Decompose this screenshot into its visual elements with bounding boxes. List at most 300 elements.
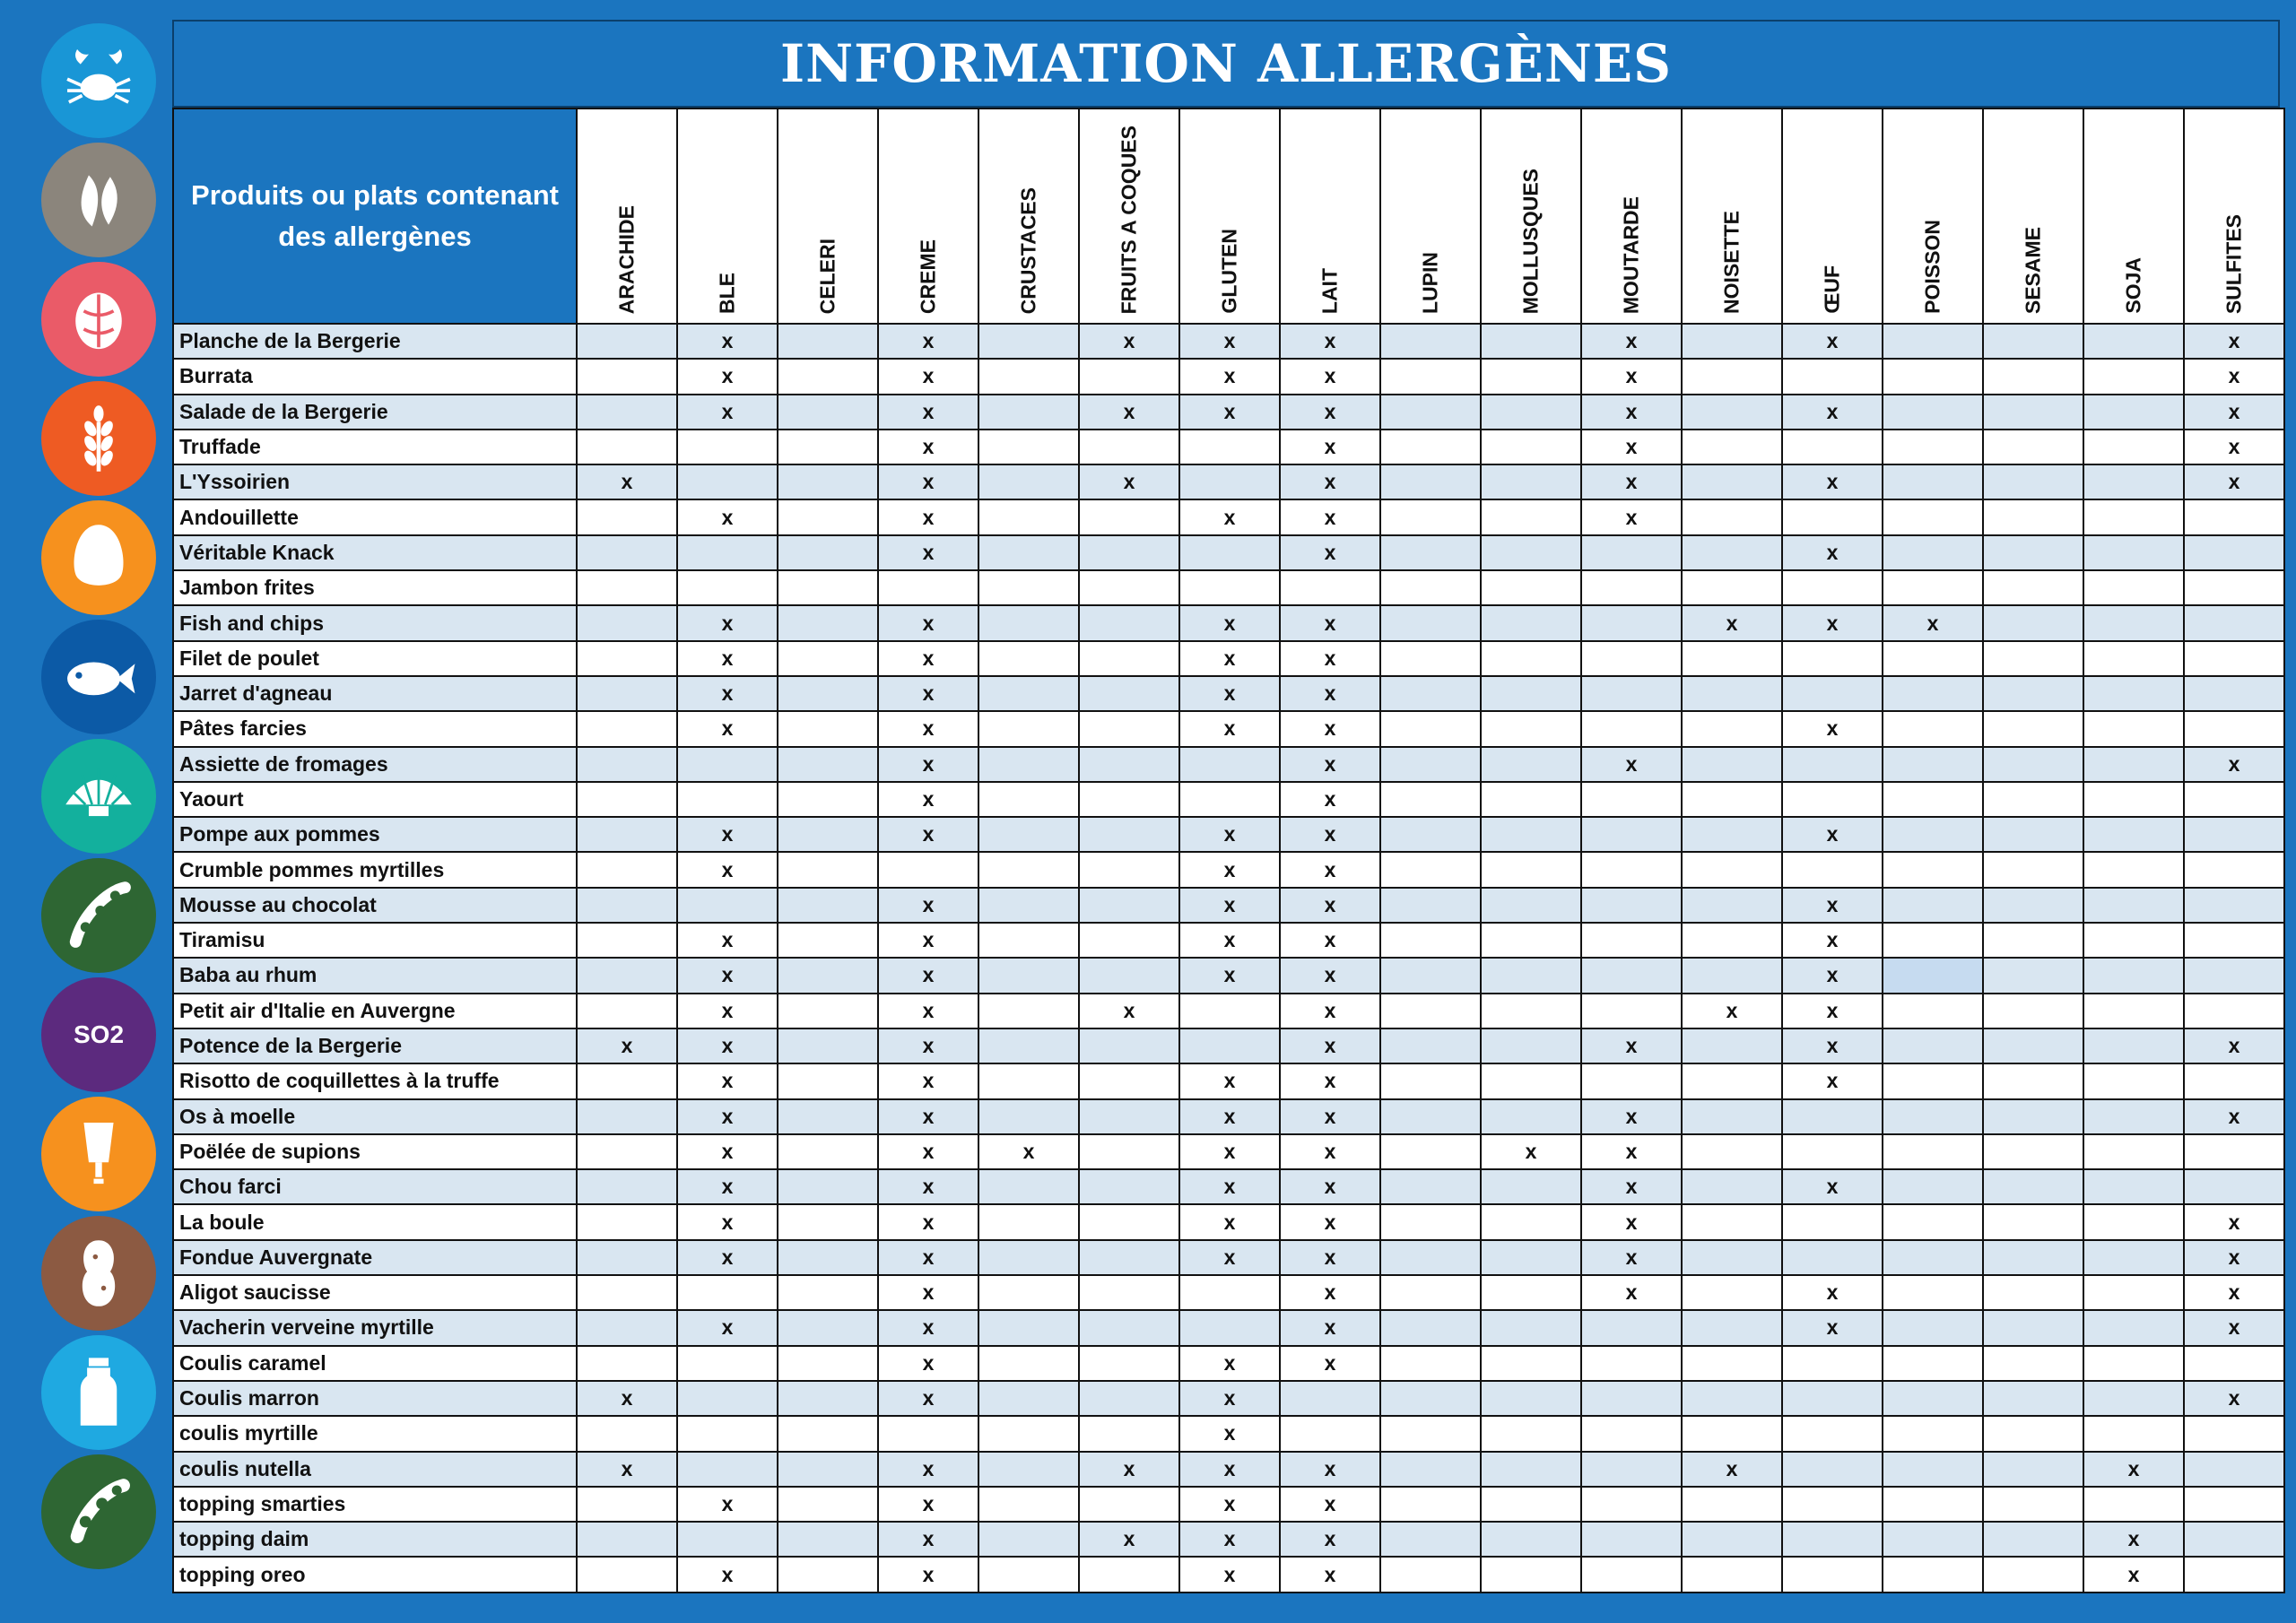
empty-cell <box>1380 324 1481 359</box>
empty-cell <box>577 324 677 359</box>
empty-cell <box>1481 395 1581 430</box>
empty-cell <box>978 570 1079 605</box>
empty-cell <box>1079 641 1179 676</box>
allergen-table <box>172 108 2285 1593</box>
allergen-mark: x <box>1581 1240 1682 1275</box>
empty-cell <box>1983 711 2083 746</box>
allergen-mark: x <box>1782 711 1883 746</box>
empty-cell <box>2083 1310 2184 1345</box>
empty-cell <box>778 359 878 394</box>
allergen-mark: x <box>1581 359 1682 394</box>
empty-cell <box>1079 711 1179 746</box>
allergen-mark: x <box>1782 395 1883 430</box>
allergen-mark: x <box>677 1169 778 1204</box>
table-row <box>173 395 2284 430</box>
table-row <box>173 782 2284 817</box>
empty-cell <box>1179 1310 1280 1345</box>
allergen-mark: x <box>1782 958 1883 993</box>
empty-cell <box>1481 676 1581 711</box>
allergen-label: SOJA <box>2121 257 2145 314</box>
empty-cell <box>878 570 978 605</box>
product-name: Potence de la Bergerie <box>173 1028 577 1063</box>
empty-cell <box>577 1346 677 1381</box>
empty-cell <box>1682 782 1782 817</box>
empty-cell <box>577 1522 677 1557</box>
allergen-label: FRUITS A COQUES <box>1117 125 1141 314</box>
allergen-mark: x <box>1280 1310 1380 1345</box>
product-name: Truffade <box>173 430 577 464</box>
empty-cell <box>1079 888 1179 923</box>
empty-cell <box>1581 1063 1682 1098</box>
product-name: topping smarties <box>173 1487 577 1522</box>
empty-cell <box>978 747 1079 782</box>
allergen-mark: x <box>1179 1381 1280 1416</box>
empty-cell <box>1782 1487 1883 1522</box>
empty-cell <box>1481 1063 1581 1098</box>
allergen-mark: x <box>1581 747 1682 782</box>
allergen-mark: x <box>1280 1557 1380 1592</box>
empty-cell <box>1883 1099 1983 1134</box>
empty-cell <box>1581 1381 1682 1416</box>
table-row <box>173 499 2284 534</box>
empty-cell <box>978 1416 1079 1451</box>
empty-cell <box>1983 1381 2083 1416</box>
product-name: Pâtes farcies <box>173 711 577 746</box>
allergen-mark: x <box>878 1240 978 1275</box>
empty-cell <box>1581 923 1682 958</box>
milk-icon <box>41 1335 156 1450</box>
empty-cell <box>978 1028 1079 1063</box>
allergen-mark: x <box>1079 395 1179 430</box>
empty-cell <box>1983 1416 2083 1451</box>
empty-cell <box>1782 499 1883 534</box>
allergen-mark: x <box>677 817 778 852</box>
empty-cell <box>1682 711 1782 746</box>
empty-cell <box>1380 817 1481 852</box>
allergen-mark: x <box>677 1487 778 1522</box>
allergen-mark: x <box>1280 359 1380 394</box>
empty-cell <box>577 888 677 923</box>
empty-cell <box>1481 1381 1581 1416</box>
empty-cell <box>2184 1134 2284 1169</box>
empty-cell <box>2083 782 2184 817</box>
allergen-mark: x <box>878 676 978 711</box>
empty-cell <box>1179 430 1280 464</box>
allergen-mark: x <box>878 1452 978 1487</box>
empty-cell <box>1481 1487 1581 1522</box>
empty-cell <box>1481 1452 1581 1487</box>
empty-cell <box>677 747 778 782</box>
empty-cell <box>1682 852 1782 887</box>
empty-cell <box>1481 1204 1581 1239</box>
allergen-column-header <box>1481 108 1581 324</box>
empty-cell <box>2083 747 2184 782</box>
empty-cell <box>1983 1099 2083 1134</box>
empty-cell <box>1481 1522 1581 1557</box>
allergen-label: CREME <box>916 239 940 314</box>
allergen-mark: x <box>878 747 978 782</box>
empty-cell <box>1883 1452 1983 1487</box>
empty-cell <box>778 1275 878 1310</box>
empty-cell <box>978 464 1079 499</box>
empty-cell <box>978 1063 1079 1098</box>
empty-cell <box>2184 782 2284 817</box>
allergen-mark: x <box>677 605 778 640</box>
empty-cell <box>1481 782 1581 817</box>
allergen-mark: x <box>2184 1204 2284 1239</box>
empty-cell <box>577 570 677 605</box>
allergen-mark: x <box>1782 1310 1883 1345</box>
crab-icon <box>41 23 156 138</box>
empty-cell <box>2083 923 2184 958</box>
empty-cell <box>1682 430 1782 464</box>
empty-cell <box>1883 430 1983 464</box>
empty-cell <box>1983 817 2083 852</box>
allergen-column-header <box>1179 108 1280 324</box>
empty-cell <box>1682 1416 1782 1451</box>
allergen-mark: x <box>878 499 978 534</box>
empty-cell <box>1983 605 2083 640</box>
allergen-mark: x <box>1179 641 1280 676</box>
empty-cell <box>778 1134 878 1169</box>
empty-cell <box>1883 711 1983 746</box>
table-row <box>173 958 2284 993</box>
allergen-mark: x <box>1280 1204 1380 1239</box>
allergen-mark: x <box>1581 395 1682 430</box>
empty-cell <box>1883 1416 1983 1451</box>
table-row <box>173 817 2284 852</box>
empty-cell <box>2083 1487 2184 1522</box>
empty-cell <box>1581 570 1682 605</box>
empty-cell <box>1079 852 1179 887</box>
empty-cell <box>1481 324 1581 359</box>
allergen-label: SULFITES <box>2222 213 2246 314</box>
empty-cell <box>677 1346 778 1381</box>
empty-cell <box>1380 1240 1481 1275</box>
empty-cell <box>778 888 878 923</box>
empty-cell <box>2184 994 2284 1028</box>
allergen-mark: x <box>677 324 778 359</box>
allergen-mark: x <box>677 852 778 887</box>
empty-cell <box>778 641 878 676</box>
empty-cell <box>1380 1346 1481 1381</box>
empty-cell <box>2184 676 2284 711</box>
allergen-mark: x <box>577 1028 677 1063</box>
empty-cell <box>1581 1346 1682 1381</box>
empty-cell <box>1079 1240 1179 1275</box>
allergen-mark: x <box>677 1099 778 1134</box>
empty-cell <box>1983 1134 2083 1169</box>
empty-cell <box>1883 994 1983 1028</box>
empty-cell <box>1983 1310 2083 1345</box>
empty-cell <box>1682 535 1782 570</box>
allergen-label: MOLLUSQUES <box>1518 168 1543 314</box>
allergen-mark: x <box>1079 1452 1179 1487</box>
allergen-mark: x <box>1280 747 1380 782</box>
empty-cell <box>2083 1063 2184 1098</box>
product-name: Fondue Auvergnate <box>173 1240 577 1275</box>
empty-cell <box>677 888 778 923</box>
product-name: Vacherin verveine myrtille <box>173 1310 577 1345</box>
empty-cell <box>2184 1169 2284 1204</box>
empty-cell <box>1481 711 1581 746</box>
product-name: Véritable Knack <box>173 535 577 570</box>
empty-cell <box>1682 817 1782 852</box>
allergen-mark: x <box>1179 817 1280 852</box>
empty-cell <box>1983 1028 2083 1063</box>
allergen-mark: x <box>1782 923 1883 958</box>
allergen-mark: x <box>1280 923 1380 958</box>
empty-cell <box>1883 958 1983 993</box>
allergen-mark: x <box>1280 817 1380 852</box>
empty-cell <box>1280 1416 1380 1451</box>
empty-cell <box>1481 888 1581 923</box>
page-title: INFORMATION ALLERGÈNES <box>780 33 1672 94</box>
empty-cell <box>2184 852 2284 887</box>
allergen-mark: x <box>1280 782 1380 817</box>
empty-cell <box>677 535 778 570</box>
allergen-mark: x <box>677 1134 778 1169</box>
allergen-mark: x <box>1280 1240 1380 1275</box>
empty-cell <box>2184 499 2284 534</box>
allergen-mark: x <box>1280 676 1380 711</box>
allergen-label: CRUSTACES <box>1016 187 1040 314</box>
egg-icon <box>41 500 156 615</box>
allergen-mark: x <box>1280 535 1380 570</box>
allergen-mark: x <box>878 1204 978 1239</box>
allergen-mark: x <box>677 1310 778 1345</box>
product-name: Assiette de fromages <box>173 747 577 782</box>
empty-cell <box>1079 1169 1179 1204</box>
empty-cell <box>1079 1275 1179 1310</box>
empty-cell <box>978 395 1079 430</box>
empty-cell <box>1983 359 2083 394</box>
allergen-label: NOISETTE <box>1719 210 1744 314</box>
empty-cell <box>1380 1381 1481 1416</box>
empty-cell <box>778 1452 878 1487</box>
allergen-mark: x <box>577 1381 677 1416</box>
allergen-mark: x <box>1179 499 1280 534</box>
allergen-mark: x <box>878 1099 978 1134</box>
empty-cell <box>2083 1346 2184 1381</box>
sulphite-label: SO2 <box>73 1020 125 1048</box>
empty-cell <box>2083 359 2184 394</box>
empty-cell <box>778 1028 878 1063</box>
empty-cell <box>778 570 878 605</box>
empty-cell <box>778 1522 878 1557</box>
allergen-mark: x <box>878 359 978 394</box>
allergen-mark: x <box>1280 958 1380 993</box>
empty-cell <box>1380 1275 1481 1310</box>
allergen-mark: x <box>1581 1275 1682 1310</box>
table-row <box>173 1275 2284 1310</box>
allergen-mark: x <box>1682 994 1782 1028</box>
allergen-column-header <box>1983 108 2083 324</box>
allergen-mark: x <box>878 1028 978 1063</box>
empty-cell <box>1380 430 1481 464</box>
empty-cell <box>2083 324 2184 359</box>
allergen-mark: x <box>1280 1487 1380 1522</box>
empty-cell <box>1682 676 1782 711</box>
empty-cell <box>2083 994 2184 1028</box>
allergen-mark: x <box>2184 359 2284 394</box>
empty-cell <box>978 1169 1079 1204</box>
empty-cell <box>778 817 878 852</box>
allergen-mark: x <box>1079 324 1179 359</box>
empty-cell <box>577 747 677 782</box>
products-column-header: Produits ou plats contenant des allergènes <box>173 108 577 324</box>
allergen-mark: x <box>677 359 778 394</box>
allergen-mark: x <box>1179 1416 1280 1451</box>
empty-cell <box>677 1452 778 1487</box>
empty-cell <box>978 359 1079 394</box>
empty-cell <box>978 888 1079 923</box>
allergen-column-header <box>1883 108 1983 324</box>
empty-cell <box>778 324 878 359</box>
empty-cell <box>1079 1099 1179 1134</box>
allergen-mark: x <box>878 958 978 993</box>
empty-cell <box>577 1134 677 1169</box>
empty-cell <box>677 1275 778 1310</box>
allergen-mark: x <box>1782 994 1883 1028</box>
empty-cell <box>778 676 878 711</box>
allergen-mark: x <box>1079 464 1179 499</box>
allergen-mark: x <box>878 1134 978 1169</box>
table-row <box>173 605 2284 640</box>
allergen-mark: x <box>677 1028 778 1063</box>
product-name: topping oreo <box>173 1557 577 1592</box>
allergen-mark: x <box>878 395 978 430</box>
empty-cell <box>1079 1204 1179 1239</box>
empty-cell <box>978 1487 1079 1522</box>
allergen-mark: x <box>1179 1346 1280 1381</box>
allergen-column-header <box>2083 108 2184 324</box>
empty-cell <box>1682 1381 1782 1416</box>
empty-cell <box>577 1204 677 1239</box>
empty-cell <box>1983 430 2083 464</box>
table-row <box>173 1310 2284 1345</box>
empty-cell <box>1380 1452 1481 1487</box>
empty-cell <box>577 994 677 1028</box>
allergen-mark: x <box>1179 1169 1280 1204</box>
allergen-mark: x <box>1682 1452 1782 1487</box>
allergen-mark: x <box>2184 747 2284 782</box>
empty-cell <box>1883 1522 1983 1557</box>
empty-cell <box>1682 888 1782 923</box>
allergen-mark: x <box>1179 395 1280 430</box>
empty-cell <box>1682 747 1782 782</box>
empty-cell <box>1581 1452 1682 1487</box>
empty-cell <box>1380 676 1481 711</box>
empty-cell <box>577 605 677 640</box>
allergen-mark: x <box>878 1275 978 1310</box>
allergen-mark: x <box>1782 464 1883 499</box>
empty-cell <box>1682 1028 1782 1063</box>
product-name: Yaourt <box>173 782 577 817</box>
allergen-mark: x <box>1079 1522 1179 1557</box>
empty-cell <box>1380 499 1481 534</box>
empty-cell <box>1380 923 1481 958</box>
empty-cell <box>2184 923 2284 958</box>
empty-cell <box>1782 1452 1883 1487</box>
empty-cell <box>1782 1381 1883 1416</box>
allergen-mark: x <box>878 1063 978 1098</box>
table-row <box>173 324 2284 359</box>
empty-cell <box>577 711 677 746</box>
empty-cell <box>577 676 677 711</box>
empty-cell <box>778 1063 878 1098</box>
allergen-mark: x <box>878 1310 978 1345</box>
empty-cell <box>1682 1557 1782 1592</box>
empty-cell <box>1380 570 1481 605</box>
empty-cell <box>2184 1487 2284 1522</box>
empty-cell <box>577 817 677 852</box>
empty-cell <box>577 1487 677 1522</box>
empty-cell <box>1079 1134 1179 1169</box>
empty-cell <box>778 852 878 887</box>
empty-cell <box>1280 570 1380 605</box>
title-bar <box>172 20 2280 108</box>
allergen-mark: x <box>2083 1452 2184 1487</box>
product-name: La boule <box>173 1204 577 1239</box>
empty-cell <box>1380 1522 1481 1557</box>
empty-cell <box>1983 852 2083 887</box>
empty-cell <box>878 852 978 887</box>
empty-cell <box>1380 464 1481 499</box>
empty-cell <box>778 1099 878 1134</box>
fish-icon <box>41 620 156 734</box>
empty-cell <box>1983 570 2083 605</box>
product-name: Tiramisu <box>173 923 577 958</box>
empty-cell <box>2184 958 2284 993</box>
empty-cell <box>1983 641 2083 676</box>
allergen-column-header <box>778 108 878 324</box>
empty-cell <box>2184 1522 2284 1557</box>
allergen-mark: x <box>1782 1275 1883 1310</box>
empty-cell <box>1782 1134 1883 1169</box>
empty-cell <box>1581 1487 1682 1522</box>
empty-cell <box>1883 676 1983 711</box>
empty-cell <box>978 852 1079 887</box>
empty-cell <box>778 994 878 1028</box>
allergen-mark: x <box>1179 711 1280 746</box>
empty-cell <box>1380 711 1481 746</box>
empty-cell <box>1079 1063 1179 1098</box>
empty-cell <box>577 1169 677 1204</box>
allergen-mark: x <box>1782 888 1883 923</box>
allergen-mark: x <box>1280 1134 1380 1169</box>
allergen-mark: x <box>1280 605 1380 640</box>
empty-cell <box>1581 1416 1682 1451</box>
allergen-mark: x <box>1079 994 1179 1028</box>
allergen-column-header <box>2184 108 2284 324</box>
product-name: Salade de la Bergerie <box>173 395 577 430</box>
empty-cell <box>2083 852 2184 887</box>
empty-cell <box>577 641 677 676</box>
table-row <box>173 359 2284 394</box>
product-name: Chou farci <box>173 1169 577 1204</box>
allergen-label: GLUTEN <box>1217 229 1241 314</box>
empty-cell <box>577 1099 677 1134</box>
empty-cell <box>778 1346 878 1381</box>
empty-cell <box>577 1557 677 1592</box>
empty-cell <box>1983 958 2083 993</box>
empty-cell <box>1380 1134 1481 1169</box>
empty-cell <box>2083 1099 2184 1134</box>
product-name: Planche de la Bergerie <box>173 324 577 359</box>
empty-cell <box>978 923 1079 958</box>
table-row <box>173 1204 2284 1239</box>
